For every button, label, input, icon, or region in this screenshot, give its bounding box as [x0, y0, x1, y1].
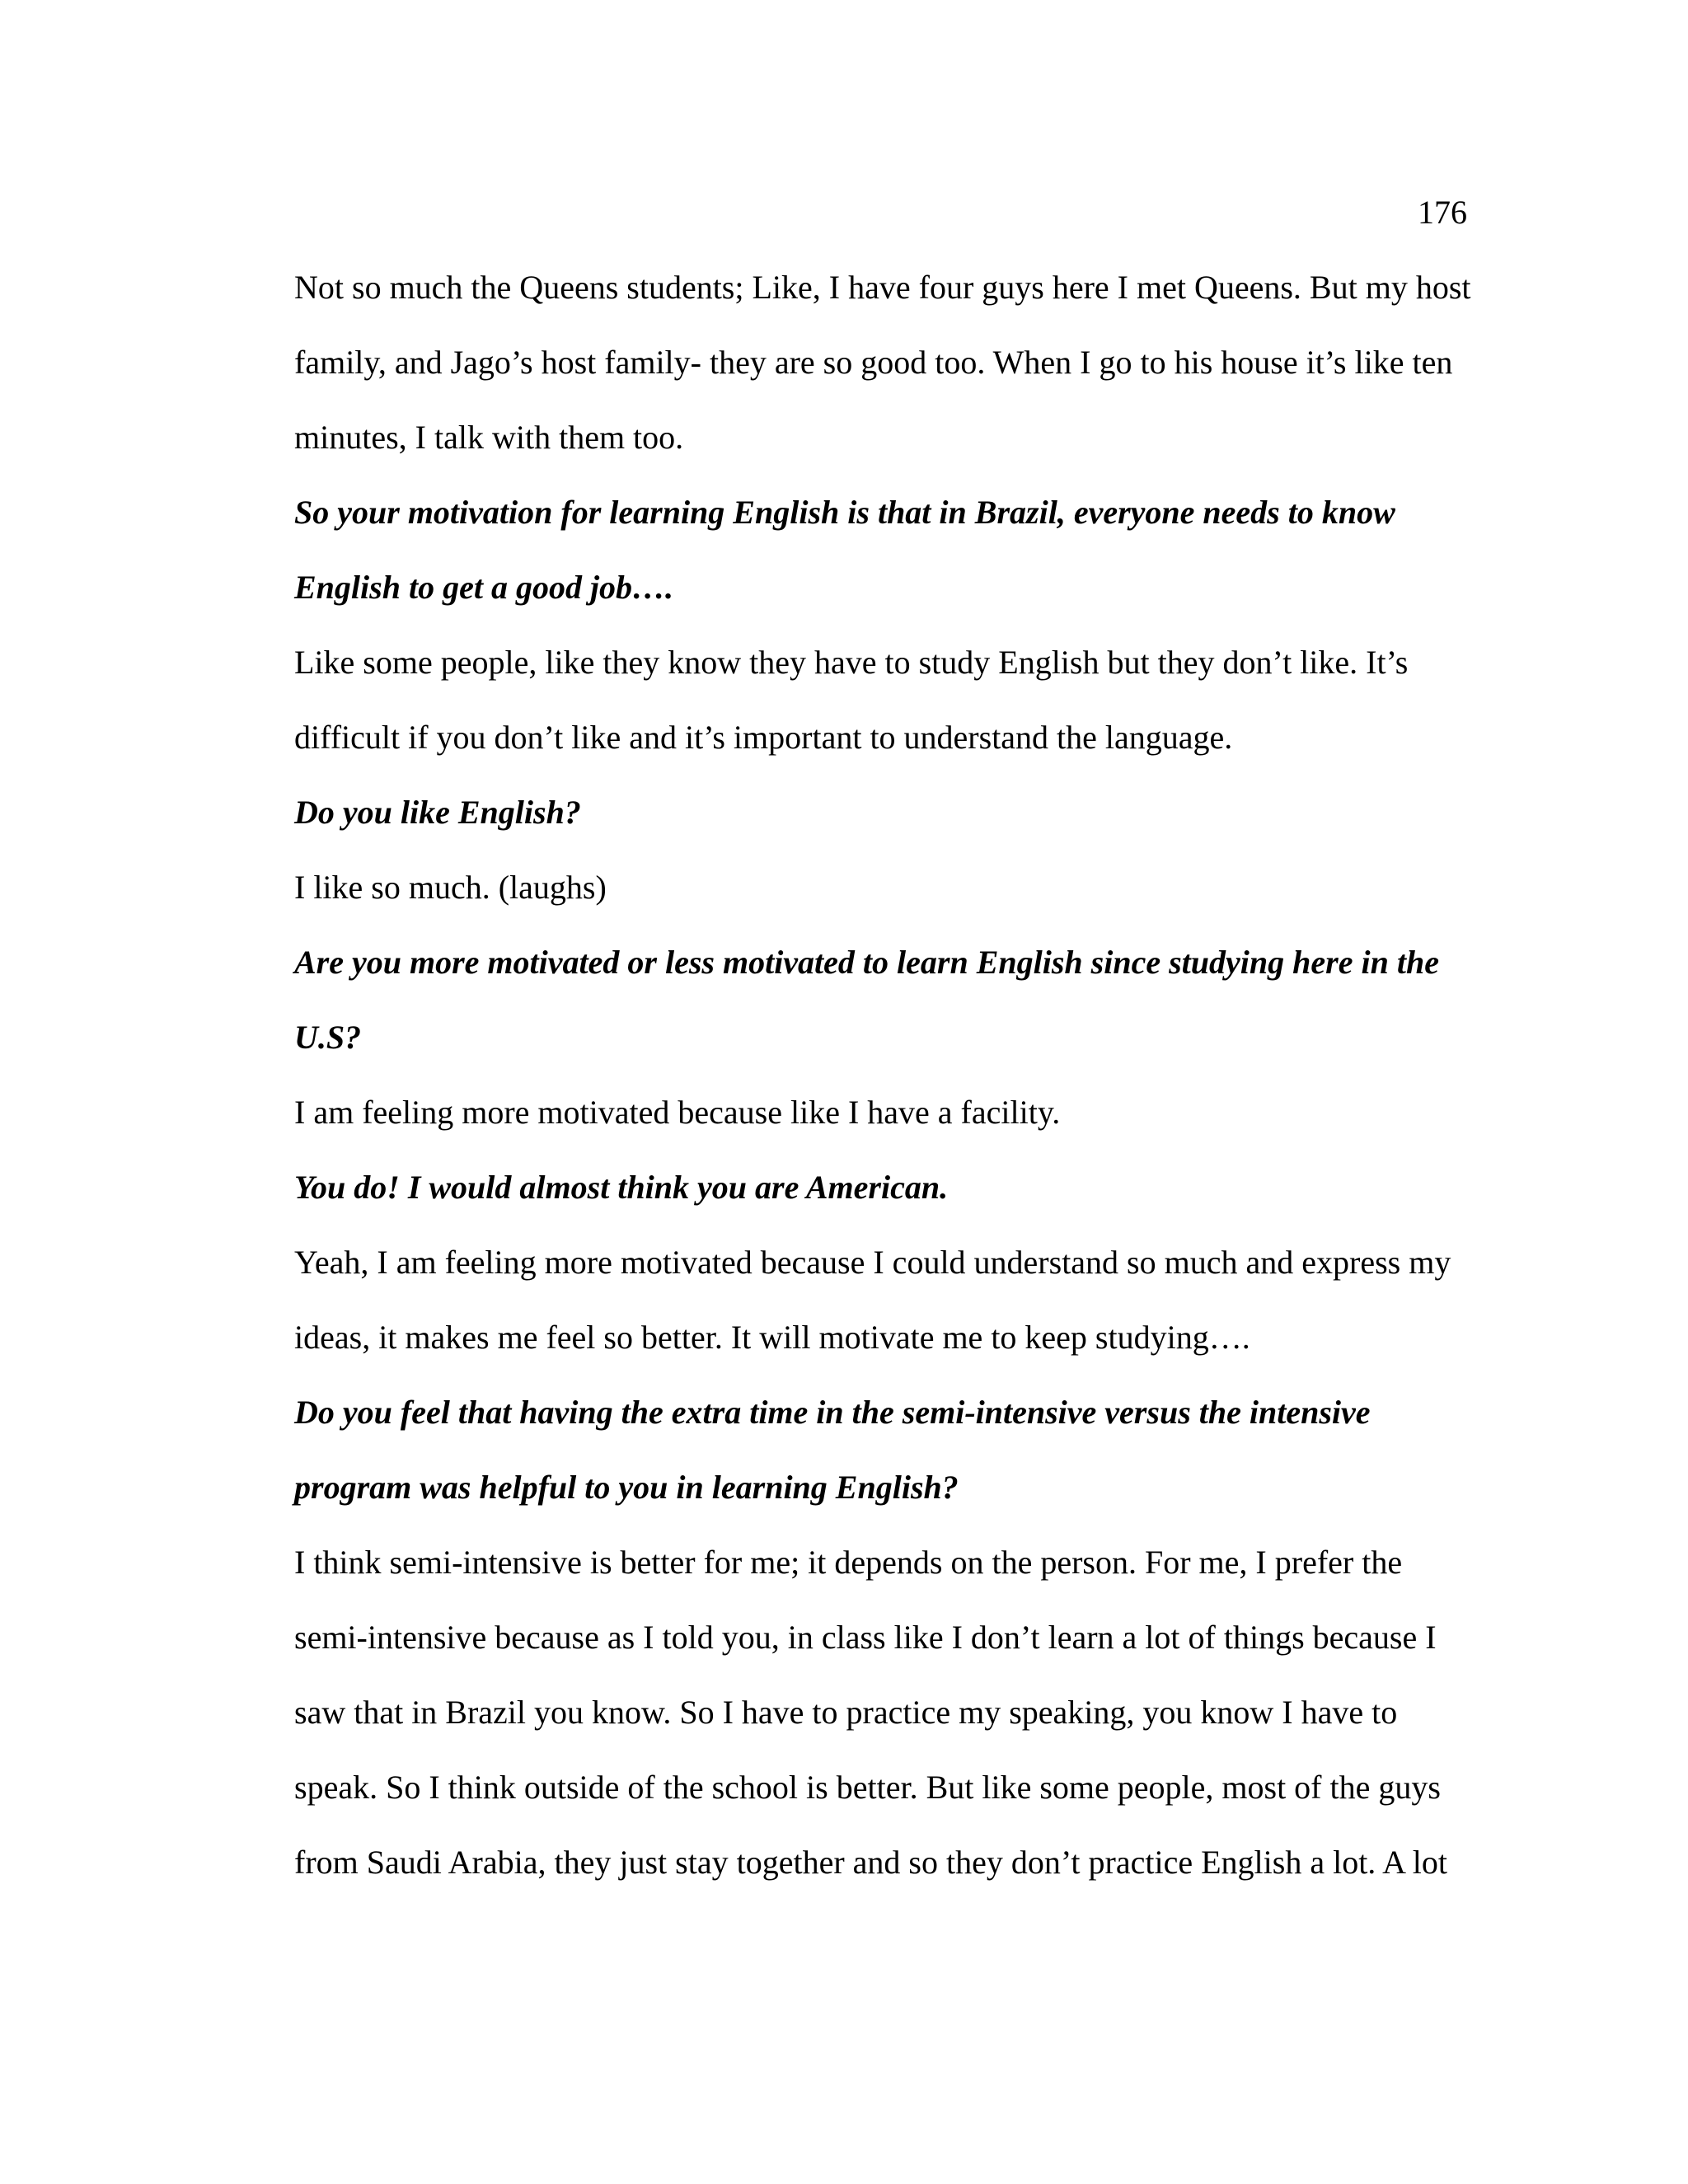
respondent-answer-line: family, and Jago’s host family- they are so good too. When I go to his house it’s like ten [294, 344, 1453, 381]
respondent-answer-line: I am feeling more motivated because like I have a facility. [294, 1094, 1061, 1131]
respondent-answer-line: speak. So I think outside of the school is better. But like some people, most of the guys [294, 1769, 1441, 1806]
respondent-answer-line: from Saudi Arabia, they just stay together and so they don’t practice English a lot. A lot [294, 1844, 1448, 1881]
page-number: 176 [1418, 194, 1467, 231]
respondent-answer-line: saw that in Brazil you know. So I have to practice my speaking, you know I have to [294, 1694, 1398, 1731]
respondent-answer-line: Like some people, like they know they have to study English but they don’t like. It’s [294, 644, 1409, 681]
interviewer-question-line: You do! I would almost think you are American. [294, 1169, 949, 1206]
interviewer-question-line: Are you more motivated or less motivated to learn English since studying here in the [294, 944, 1439, 981]
respondent-answer-line: Not so much the Queens students; Like, I have four guys here I met Queens. But my host [294, 269, 1471, 306]
respondent-answer-line: ideas, it makes me feel so better. It will motivate me to keep studying…. [294, 1319, 1250, 1356]
interviewer-question-line: program was helpful to you in learning English? [294, 1469, 959, 1506]
respondent-answer-line: difficult if you don’t like and it’s important to understand the language. [294, 719, 1233, 756]
interviewer-question-line: So your motivation for learning English is that in Brazil, everyone needs to know [294, 494, 1395, 531]
interviewer-question-line: U.S? [294, 1019, 362, 1056]
respondent-answer-line: semi-intensive because as I told you, in class like I don’t learn a lot of things because I [294, 1619, 1437, 1656]
respondent-answer-line: minutes, I talk with them too. [294, 419, 684, 456]
interviewer-question-line: Do you feel that having the extra time in the semi-intensive versus the intensive [294, 1394, 1371, 1431]
respondent-answer-line: I like so much. (laughs) [294, 869, 607, 906]
respondent-answer-line: I think semi-intensive is better for me; it depends on the person. For me, I prefer the [294, 1544, 1403, 1581]
interview-transcript [294, 250, 1481, 1900]
interviewer-question-line: Do you like English? [294, 794, 581, 831]
respondent-answer-line: Yeah, I am feeling more motivated because I could understand so much and express my [294, 1244, 1451, 1281]
interviewer-question-line: English to get a good job…. [294, 569, 674, 606]
